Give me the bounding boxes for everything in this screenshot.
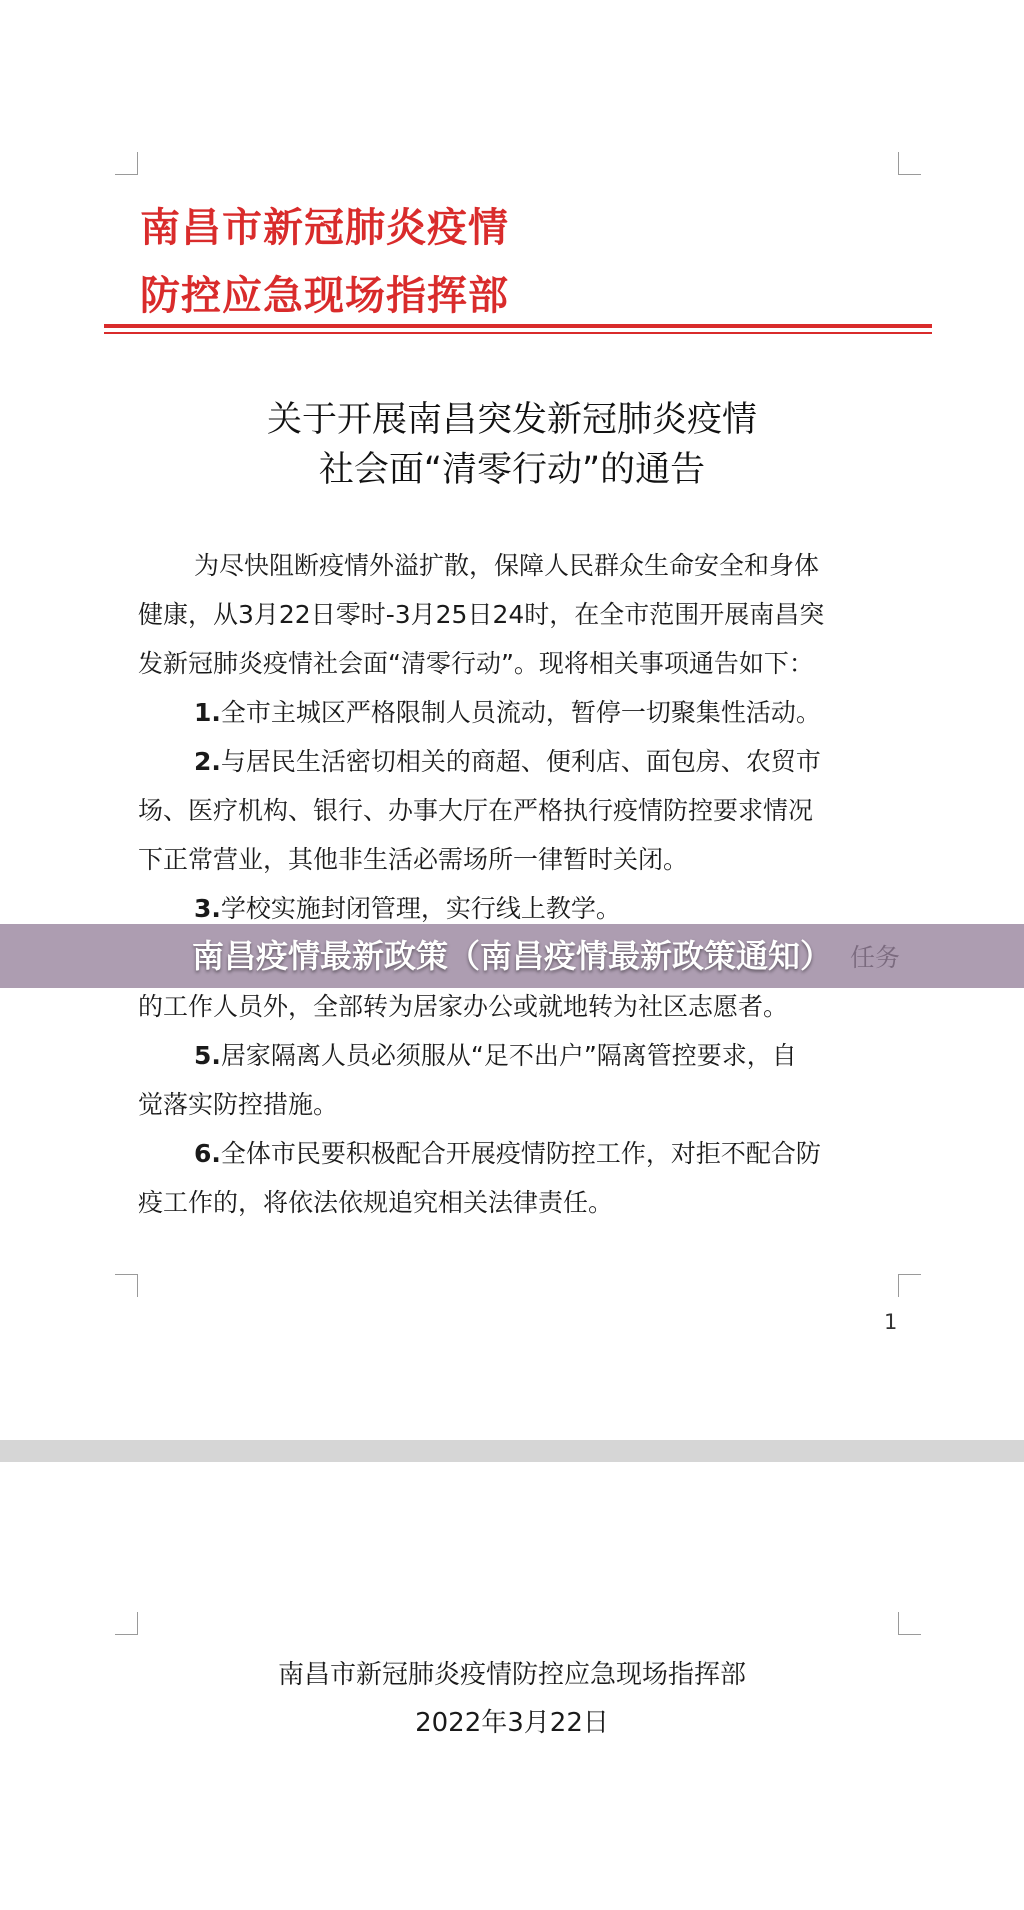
crop-mark-bottom-right bbox=[898, 1274, 921, 1297]
item-5 bbox=[138, 1031, 908, 1129]
item-number: 3. bbox=[194, 894, 221, 923]
crop-mark-top-left bbox=[115, 152, 138, 175]
intro-line: 健康，从3月22日零时-3月25日24时，在全市范围开展南昌突 bbox=[138, 600, 825, 629]
intro-line: 发新冠肺炎疫情社会面“清零行动”。现将相关事项通告如下： bbox=[138, 649, 814, 678]
item-6 bbox=[138, 1129, 908, 1227]
crop-mark-top-right bbox=[898, 1612, 921, 1635]
header-red-rule-thick bbox=[104, 324, 932, 328]
page-number: 1 bbox=[884, 1310, 898, 1334]
crop-mark-top-right bbox=[898, 152, 921, 175]
item-line: 学校实施封闭管理，实行线上教学。 bbox=[220, 894, 621, 923]
crop-mark-top-left bbox=[115, 1612, 138, 1635]
item-line: 觉落实防控措施。 bbox=[138, 1090, 339, 1119]
item-line: 的工作人员外，全部转为居家办公或就地转为社区志愿者。 bbox=[138, 992, 789, 1021]
item-line: 场、医疗机构、银行、办事大厅在严格执行疫情防控要求情况 bbox=[138, 796, 814, 825]
notice-title-line-2: 社会面“清零行动”的通告 bbox=[318, 450, 706, 490]
item-1 bbox=[138, 688, 908, 737]
item-line: 全市主城区严格限制人员流动，暂停一切聚集性活动。 bbox=[220, 698, 821, 727]
issuer-name-line-2: 防控应急现场指挥部 bbox=[140, 273, 509, 319]
caption-banner bbox=[0, 924, 1024, 988]
issuer-name-line-1: 南昌市新冠肺炎疫情 bbox=[140, 205, 509, 251]
item-number: 5. bbox=[194, 1041, 221, 1070]
crop-mark-bottom-left bbox=[115, 1274, 138, 1297]
item-line: 疫工作的，将依法依规追究相关法律责任。 bbox=[138, 1188, 614, 1217]
notice-title-line-1: 关于开展南昌突发新冠肺炎疫情 bbox=[266, 400, 757, 440]
item-number: 6. bbox=[194, 1139, 221, 1168]
signature-organization: 南昌市新冠肺炎疫情防控应急现场指挥部 bbox=[277, 1660, 746, 1690]
item-2 bbox=[138, 737, 908, 884]
intro-paragraph bbox=[138, 541, 908, 688]
caption-text: 南昌疫情最新政策（南昌疫情最新政策通知） bbox=[191, 937, 832, 975]
item-line: 下正常营业，其他非生活必需场所一律暂时关闭。 bbox=[138, 845, 689, 874]
intro-line: 为尽快阻断疫情外溢扩散，保障人民群众生命安全和身体 bbox=[194, 551, 820, 580]
document-page-2 bbox=[0, 1462, 1024, 1910]
item-line: 与居民生活密切相关的商超、便利店、面包房、农贸市 bbox=[220, 747, 821, 776]
item-line: 居家隔离人员必须服从“足不出户”隔离管控要求，自 bbox=[220, 1041, 797, 1070]
item-line: 全体市民要积极配合开展疫情防控工作，对拒不配合防 bbox=[220, 1139, 821, 1168]
item-number: 2. bbox=[194, 747, 221, 776]
signature-date: 2022年3月22日 bbox=[415, 1708, 609, 1738]
header-red-rule-thin bbox=[104, 332, 932, 334]
page-separator bbox=[0, 1440, 1024, 1462]
item-number: 1. bbox=[194, 698, 221, 727]
